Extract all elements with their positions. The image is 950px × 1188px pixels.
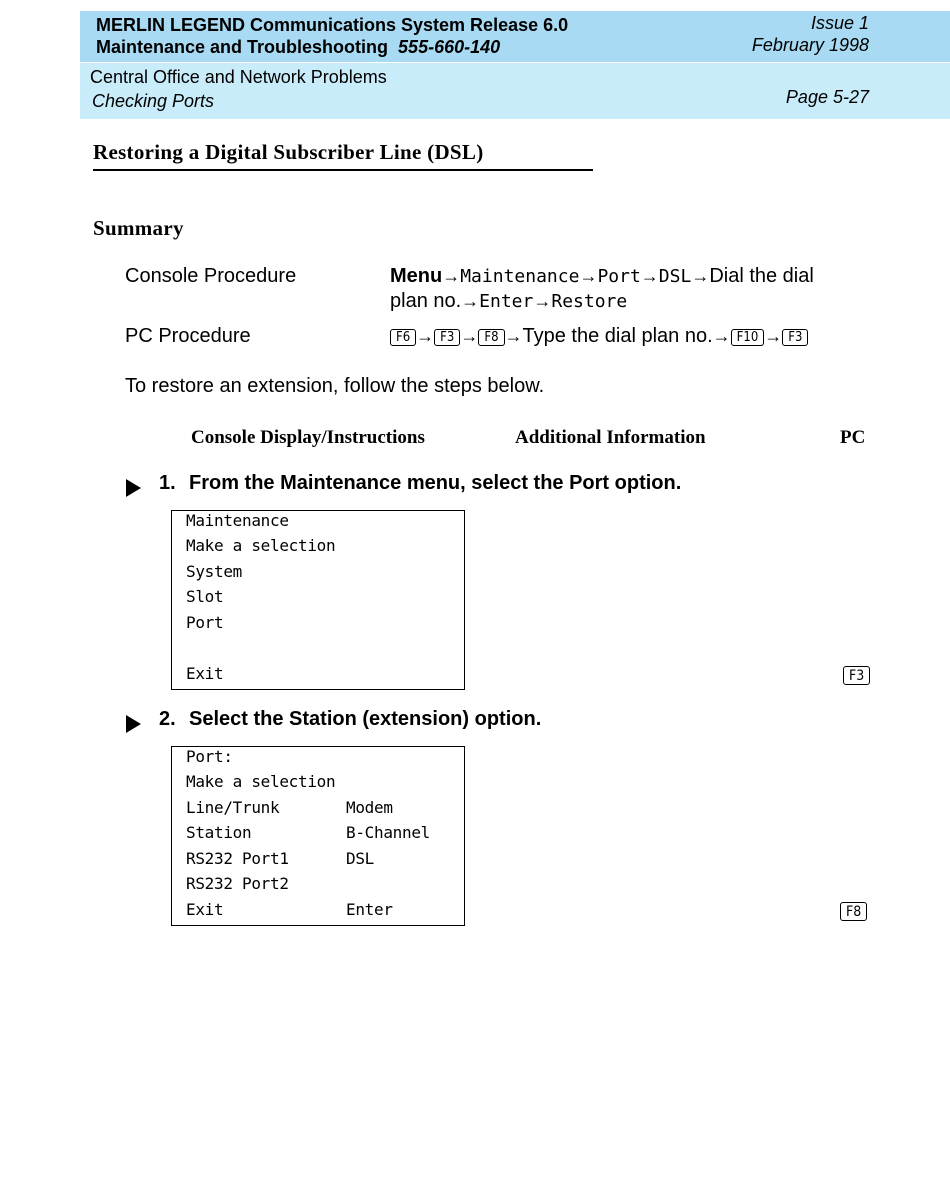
screen-line	[186, 846, 374, 871]
console-screen-2	[171, 746, 465, 926]
screen-text: Maintenance	[186, 511, 289, 530]
doc-title	[96, 14, 568, 58]
screen-line	[186, 508, 289, 533]
screen-line	[186, 871, 289, 896]
screen-line	[186, 897, 393, 922]
key-f6: F6	[390, 329, 416, 346]
issue-date: February 1998	[751, 35, 869, 55]
issue-block	[752, 12, 869, 56]
doc-number: 555-660-140	[398, 37, 501, 57]
doc-title-line2-text: Maintenance and Troubleshooting	[96, 37, 389, 57]
screen-line	[186, 584, 223, 609]
step-2-text: Select the Station (extension) option.	[189, 708, 542, 730]
section-title: Restoring a Digital Subscriber Line (DSL)	[93, 140, 484, 164]
step-2-pc-key	[840, 902, 867, 922]
screen-text-col2: DSL	[346, 849, 374, 868]
screen-line	[186, 661, 223, 686]
arrow-icon: →	[460, 326, 479, 346]
intro-text: To restore an extension, follow the steps below.	[125, 375, 545, 397]
pc-procedure-steps	[390, 324, 808, 349]
arrow-icon: →	[461, 291, 480, 311]
screen-text: Exit	[186, 664, 224, 683]
key-f3: F3	[434, 329, 460, 346]
console-step-maintenance: Maintenance	[460, 266, 580, 287]
screen-text: Exit	[186, 900, 224, 919]
screen-line	[186, 820, 430, 845]
key-f3-step1: F3	[843, 666, 870, 685]
screen-text-col2: B-Channel	[346, 823, 430, 842]
screen-line	[186, 610, 223, 635]
console-step-port: Port	[597, 266, 641, 287]
arrow-icon: →	[712, 326, 731, 346]
summary-heading: Summary	[93, 216, 184, 240]
step-1-text: From the Maintenance menu, select the Port option.	[189, 472, 682, 494]
arrow-icon: →	[640, 266, 659, 286]
doc-title-line1: MERLIN LEGEND Communications System Release 6.0	[96, 15, 569, 35]
screen-text: Port:	[186, 747, 233, 766]
page-number: Page 5-27	[785, 87, 869, 107]
screen-text: System	[186, 562, 242, 581]
step-arrow-icon	[126, 715, 141, 733]
console-step-dial: Dial the dial	[709, 265, 814, 287]
screen-text: Make a selection	[186, 536, 336, 555]
screen-line	[186, 795, 393, 820]
pc-step-type: Type the dial plan no.	[522, 325, 713, 347]
arrow-icon: →	[442, 266, 461, 286]
column-pc: PC	[840, 427, 866, 448]
console-procedure-line2	[390, 289, 870, 314]
screen-text: Make a selection	[186, 772, 336, 791]
screen-text: Station	[186, 823, 252, 842]
console-procedure-label: Console Procedure	[125, 265, 297, 287]
screen-line	[186, 769, 335, 794]
console-step-plan-no: plan no.	[390, 290, 462, 312]
arrow-icon: →	[504, 326, 523, 346]
console-step-restore: Restore	[551, 291, 628, 312]
screen-text: RS232 Port1	[186, 849, 289, 868]
screen-text-col2: Enter	[346, 900, 393, 919]
pc-procedure-label: PC Procedure	[125, 325, 251, 347]
step-1-pc-key	[843, 666, 870, 686]
console-procedure-line1	[390, 264, 870, 289]
console-step-menu: Menu	[390, 265, 443, 287]
screen-line	[186, 533, 335, 558]
arrow-icon: →	[579, 266, 598, 286]
step-2-number: 2.	[159, 708, 176, 730]
key-f10: F10	[731, 329, 765, 346]
console-step-enter: Enter	[479, 291, 534, 312]
screen-text: Slot	[186, 587, 224, 606]
key-f8-step2: F8	[840, 902, 867, 921]
step-1-number: 1.	[159, 472, 176, 494]
arrow-icon: →	[764, 326, 783, 346]
section-title-rule	[93, 169, 593, 171]
column-info: Additional Information	[515, 427, 706, 448]
doc-title-line2	[96, 36, 568, 58]
section-name: Checking Ports	[92, 91, 215, 111]
screen-text: RS232 Port2	[186, 874, 289, 893]
key-f8: F8	[478, 329, 504, 346]
column-console: Console Display/Instructions	[191, 427, 425, 448]
screen-text: Line/Trunk	[186, 798, 280, 817]
arrow-icon: →	[416, 326, 435, 346]
screen-text-col2: Modem	[346, 798, 393, 817]
console-step-dsl: DSL	[658, 266, 692, 287]
arrow-icon: →	[533, 291, 552, 311]
chapter-title: Central Office and Network Problems	[90, 67, 387, 87]
issue: Issue 1	[810, 13, 869, 33]
key-f3-final: F3	[782, 329, 808, 346]
console-screen-1	[171, 510, 465, 690]
screen-line	[186, 559, 242, 584]
screen-line	[186, 744, 233, 769]
screen-text: Port	[186, 613, 224, 632]
step-arrow-icon	[126, 479, 141, 497]
console-procedure-steps	[390, 264, 870, 314]
arrow-icon: →	[691, 266, 710, 286]
